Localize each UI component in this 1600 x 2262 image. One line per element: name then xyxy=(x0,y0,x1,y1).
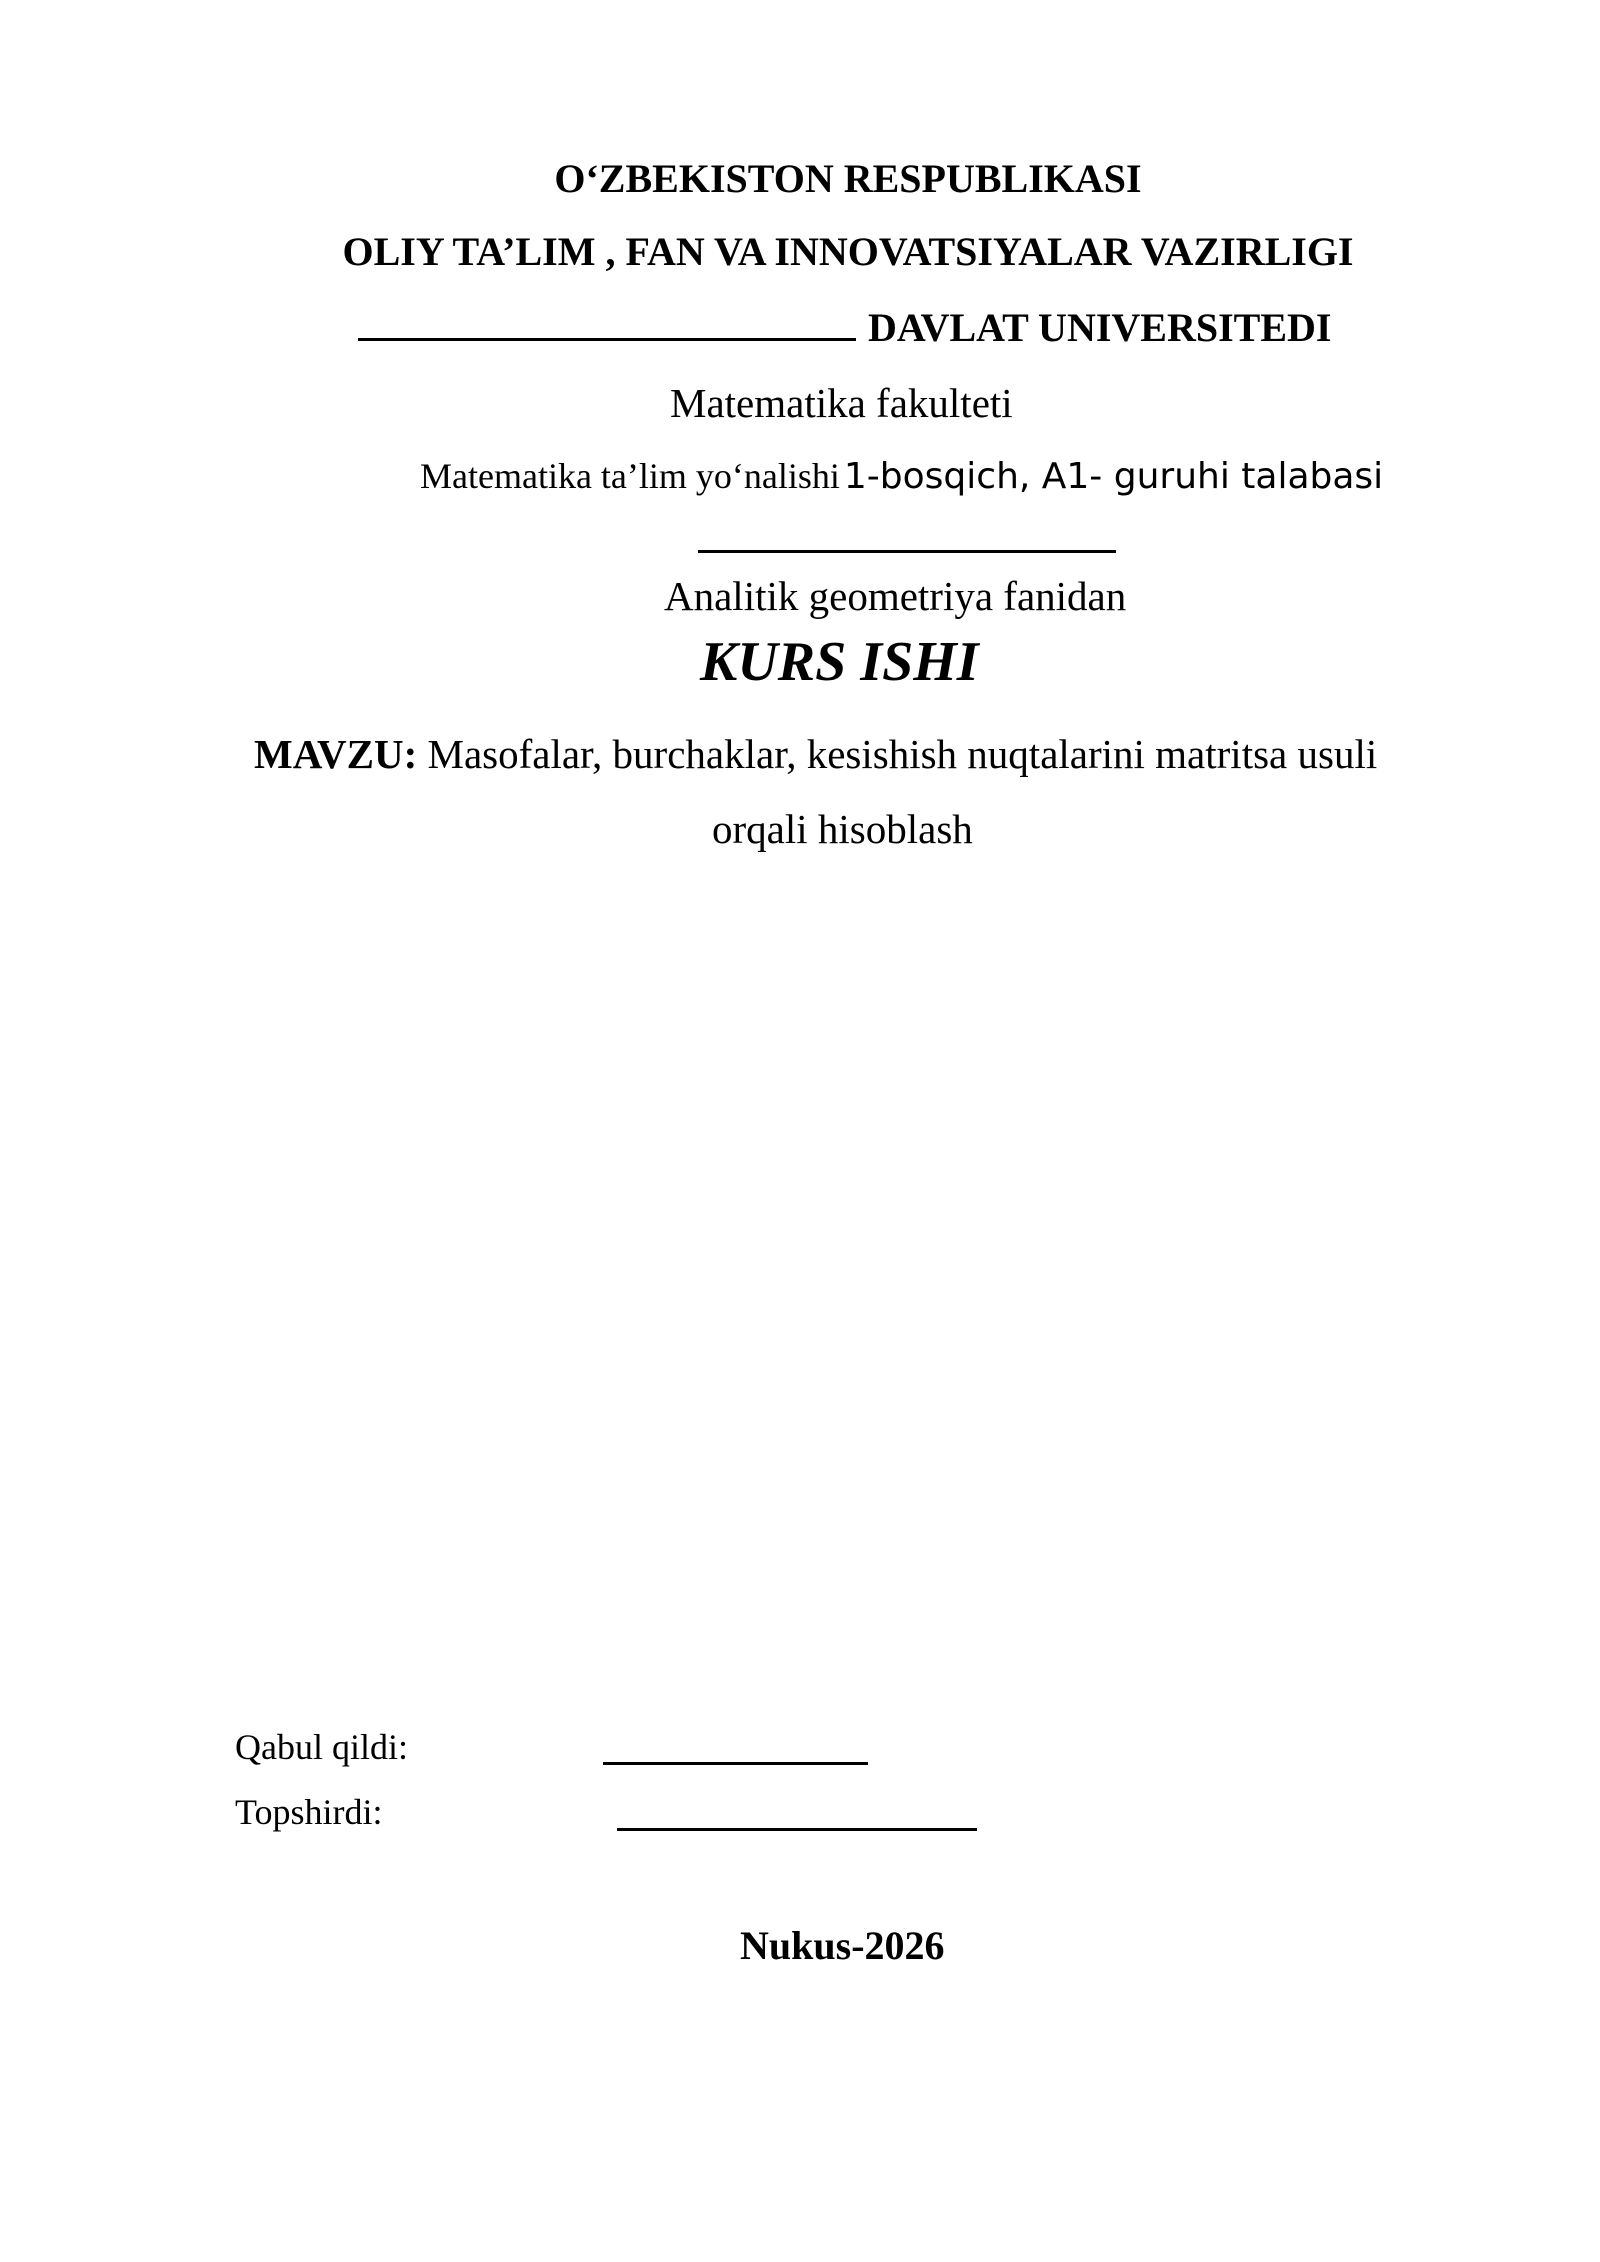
student-name-blank xyxy=(698,550,1116,553)
accepted-by-blank xyxy=(603,1762,868,1765)
city-year: Nukus-2026 xyxy=(740,1923,945,1968)
topic-line-2: orqali hisoblash xyxy=(712,806,973,852)
direction-sans-text: 1-bosqich, A1- guruhi talabasi xyxy=(843,456,1384,497)
document-type: KURS ISHI xyxy=(700,631,979,693)
header-ministry: OLIY TA’LIM , FAN VA INNOVATSIYALAR VAZIRLIGI xyxy=(342,229,1354,274)
topic-text-1: Masofalar, burchaklar, kesishish nuqtalarini matritsa usuli xyxy=(427,731,1378,777)
submitted-by-blank xyxy=(617,1828,977,1831)
header-university xyxy=(358,302,1331,351)
university-suffix: DAVLAT UNIVERSITEDI xyxy=(868,305,1332,350)
faculty-name: Matematika fakulteti xyxy=(670,380,1013,426)
university-name-blank xyxy=(358,302,856,341)
study-direction xyxy=(420,455,1383,497)
direction-serif-text: Matematika ta’lim yo‘nalishi xyxy=(420,456,840,496)
submitted-by-label: Topshirdi: xyxy=(235,1792,383,1832)
accepted-by-label: Qabul qildi: xyxy=(235,1727,408,1767)
header-republic: O‘ZBEKISTON RESPUBLIKASI xyxy=(554,156,1142,201)
topic-label: MAVZU: xyxy=(254,731,418,777)
subject-name: Analitik geometriya fanidan xyxy=(664,573,1127,619)
topic-line-1 xyxy=(254,730,1377,778)
